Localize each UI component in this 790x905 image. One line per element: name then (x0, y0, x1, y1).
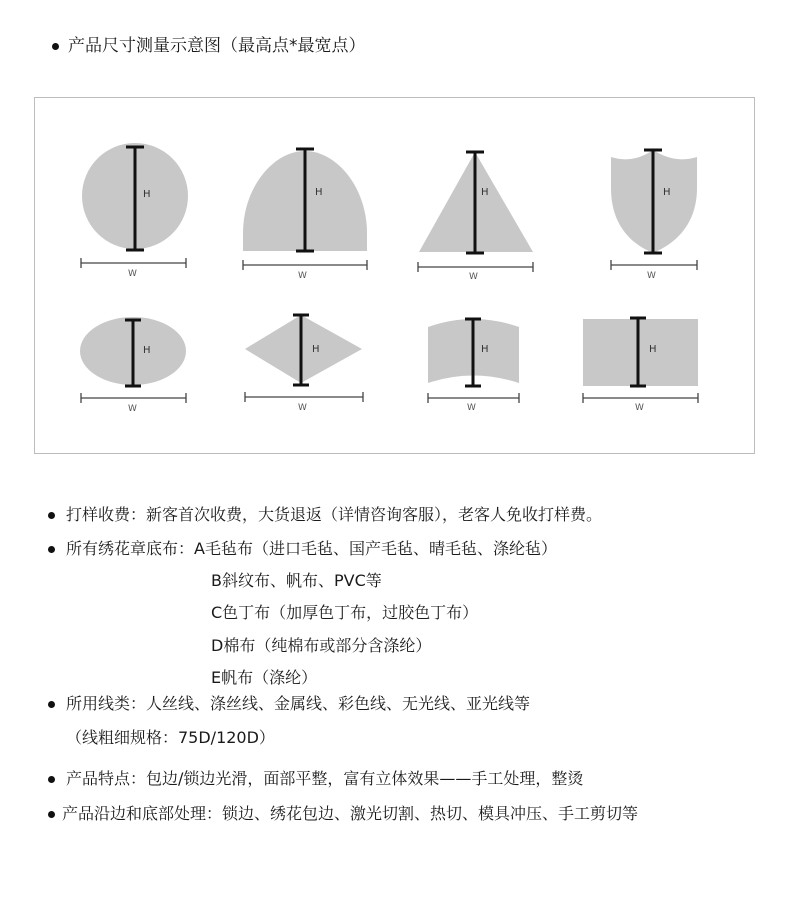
thread-types-text: 所用线类：人丝线、涤丝线、金属线、彩色线、无光线、亚光线等 (66, 694, 531, 713)
height-label: H (143, 189, 151, 200)
height-label: H (315, 187, 323, 198)
bullet-fabric (48, 546, 55, 553)
shapes-illustration (35, 98, 754, 453)
height-label: H (143, 345, 151, 356)
width-label: W (469, 272, 478, 282)
width-label: W (635, 403, 644, 413)
width-label: W (128, 404, 137, 414)
height-label: H (312, 344, 320, 355)
height-label: H (481, 344, 489, 355)
fabric-e-text: E帆布（涤纶） (211, 668, 318, 687)
bullet-sampling (48, 512, 55, 519)
rectangle-shape (583, 318, 698, 413)
circle-shape (81, 143, 188, 279)
sampling-fee-text: 打样收费：新客首次收费，大货退返（详情咨询客服），老客人免收打样费。 (66, 505, 603, 524)
shield-shape (611, 150, 697, 281)
triangle-shape (418, 152, 533, 282)
oval-shape (80, 317, 186, 414)
diamond-shape (245, 315, 363, 413)
edge-treatment-text: 产品沿边和底部处理：锁边、绣花包边、激光切割、热切、模具冲压、手工剪切等 (62, 804, 639, 823)
height-label: H (663, 187, 671, 198)
width-label: W (647, 271, 656, 281)
height-label: H (481, 187, 489, 198)
arch-shape (243, 149, 367, 281)
width-label: W (467, 403, 476, 413)
measurement-diagram (34, 97, 755, 454)
title-bullet (52, 43, 59, 50)
thread-spec-text: （线粗细规格：75D/120D） (66, 728, 275, 747)
width-label: W (298, 403, 307, 413)
features-text: 产品特点：包边/锁边光滑，面部平整，富有立体效果——手工处理，整烫 (66, 769, 584, 788)
fabric-d-text: D棉布（纯棉布或部分含涤纶） (211, 636, 432, 655)
fabric-c-text: C色丁布（加厚色丁布，过胶色丁布） (211, 603, 479, 622)
fabric-b-text: B斜纹布、帆布、PVC等 (211, 571, 382, 590)
width-label: W (298, 271, 307, 281)
curved-banner-shape (428, 319, 519, 413)
page-title: 产品尺寸测量示意图（最高点*最宽点） (68, 36, 366, 56)
bullet-edge (48, 811, 55, 818)
bullet-thread (48, 701, 55, 708)
height-label: H (649, 344, 657, 355)
fabric-a-text: 所有绣花章底布：A毛毡布（进口毛毡、国产毛毡、晴毛毡、涤纶毡） (66, 539, 557, 558)
width-label: W (128, 269, 137, 279)
bullet-features (48, 776, 55, 783)
